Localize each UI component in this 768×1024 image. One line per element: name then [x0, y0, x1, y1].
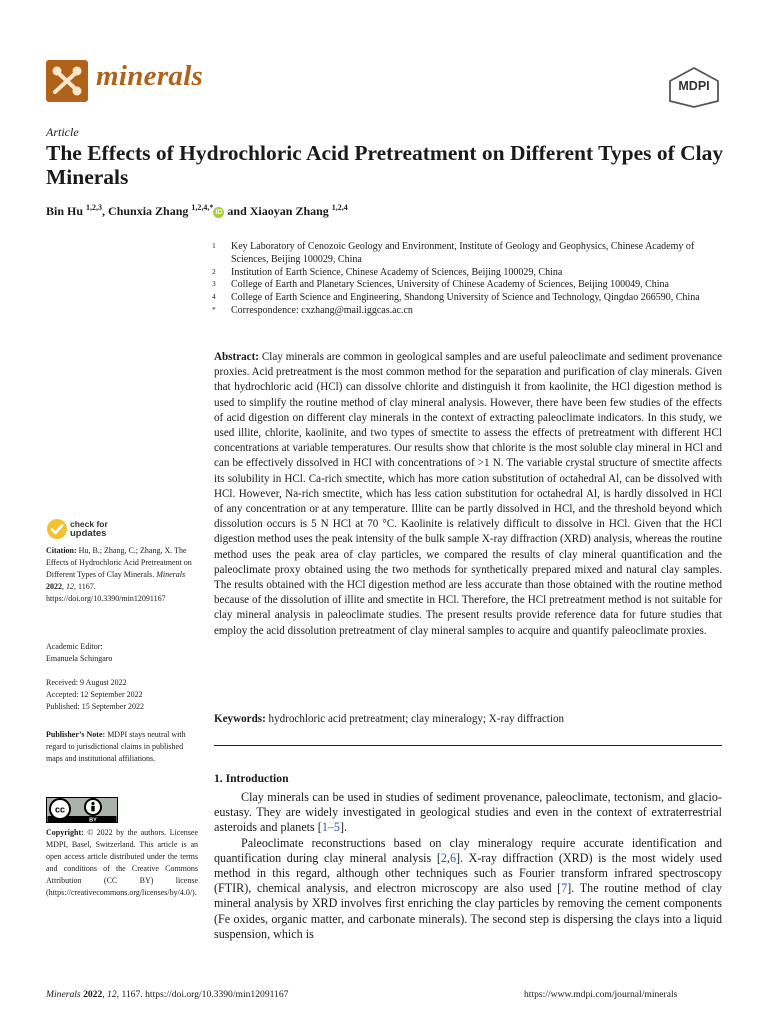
abstract — [214, 350, 722, 639]
author-affiliation-marks: 1,2,4 — [331, 203, 348, 212]
introduction-body — [214, 790, 722, 942]
footer-journal-url[interactable]: https://www.mdpi.com/journal/minerals — [524, 989, 678, 1000]
keywords-text: hydrochloric acid pretreatment; clay mineralogy; X-ray diffraction — [268, 713, 565, 725]
mdpi-logo-icon[interactable] — [666, 66, 722, 108]
footer-journal: Minerals — [46, 989, 81, 1000]
section-heading-introduction: 1. Introduction — [214, 772, 289, 785]
author-separator: , — [102, 204, 109, 218]
publisher-note — [46, 729, 198, 765]
affiliation-text: College of Earth and Planetary Sciences, University of Chinese Academy of Sciences, Beijing 100049, China — [231, 279, 669, 291]
correspondence — [212, 305, 732, 318]
citation-journal: Minerals — [156, 570, 186, 579]
section-divider — [214, 745, 722, 746]
correspondence-text[interactable]: Correspondence: cxzhang@mail.iggcas.ac.cn — [231, 304, 413, 316]
received-date: Received: 9 August 2022 — [46, 678, 127, 687]
publisher-note-label: Publisher’s Note: — [46, 730, 106, 739]
accepted-date: Accepted: 12 September 2022 — [46, 690, 143, 699]
affiliation-mark: 1 — [212, 241, 216, 250]
footer-doi[interactable]: , 1167. https://doi.org/10.3390/min12091167 — [116, 989, 289, 1000]
citation-link[interactable]: 2 — [440, 850, 447, 865]
published-date: Published: 15 September 2022 — [46, 702, 144, 711]
author-name[interactable]: Chunxia Zhang — [108, 204, 189, 218]
affiliation-item — [212, 267, 732, 280]
copyright-label: Copyright: — [46, 828, 84, 837]
affiliation-item — [212, 279, 732, 292]
article-type: Article — [46, 125, 79, 139]
citation-year: 2022 — [46, 582, 62, 591]
cc-by-label: BY — [89, 817, 97, 823]
academic-editor — [46, 641, 198, 665]
orcid-icon[interactable]: iD — [215, 209, 223, 216]
citation-text: Hu, B.; Zhang, C.; Zhang, X. The Effects of Hydrochloric Acid Pretreatment on Different Types of Clay Minerals. — [46, 546, 192, 579]
author-name[interactable]: Bin Hu — [46, 204, 84, 218]
keywords-label: Keywords: — [214, 713, 266, 725]
affiliations — [212, 241, 732, 318]
editor-name: Emanuela Schingaro — [46, 654, 113, 663]
footer-year: 2022 — [83, 989, 103, 1000]
citation-doi[interactable]: 1167. https://doi.org/10.3390/min12091167 — [46, 582, 166, 603]
author-list — [46, 203, 348, 219]
affiliation-item — [212, 241, 732, 267]
author-separator: and — [224, 204, 250, 218]
citation-link[interactable]: 1–5 — [321, 820, 340, 835]
author-affiliation-marks: 1,2,4,* — [191, 203, 214, 212]
publication-dates — [46, 677, 198, 713]
citation-link[interactable]: 6 — [449, 850, 456, 865]
affiliation-text: Key Laboratory of Cenozoic Geology and Environment, Institute of Geology and Geophysics, Chinese Academy of Sciences, Beijing 100029, China — [231, 241, 695, 265]
affiliation-text: College of Earth Science and Engineering, Shandong University of Science and Technology, Qingdao 266590, China — [231, 292, 700, 304]
editor-label: Academic Editor: — [46, 642, 103, 651]
keywords — [214, 712, 722, 727]
author-name[interactable]: Xiaoyan Zhang — [249, 204, 329, 218]
footer-volume: 12 — [107, 989, 117, 1000]
affiliation-mark: 2 — [212, 266, 216, 276]
author-affiliation-marks: 1,2,3 — [86, 203, 103, 212]
check-for-updates-label: check for updates — [70, 519, 108, 539]
affiliation-mark: 3 — [212, 279, 216, 289]
journal-logo-icon — [46, 60, 88, 102]
journal-name[interactable]: minerals — [96, 60, 204, 92]
publisher-note-text: MDPI stays neutral with regard to jurisdictional claims in published maps and institutional affiliations. — [46, 730, 186, 763]
citation-block: Citation: Hu, B.; Zhang, C.; Zhang, X. The Effects of Hydrochloric Acid Pretreatment on Different Types of Clay Minerals. Minerals 2022, 12, 1167. https://doi.org/10.3390/min12091167 — [46, 546, 192, 603]
affiliation-mark: * — [212, 304, 216, 314]
affiliation-mark: 4 — [212, 292, 216, 302]
intro-paragraph: Paleoclimate reconstructions based on clay mineralogy require accurate identification and quantification during clay mineral analysis [2,6]. X-ray diffraction (XRD) is the most widely used method in this regard, although other techniques such as Fourier transform infrared spectroscopy (FTIR), chemical analysis, and electron microscopy are also used [7]. The routine method of clay mineral analysis by XRD involves first enriching the clay particles by removing the cement components (Fe oxides, organic matter, and carbonate minerals). The second step is dispersing the clays into a liquid suspension, which is — [214, 835, 722, 941]
citation-link[interactable]: 7 — [561, 881, 568, 896]
check-for-updates-icon — [46, 518, 68, 540]
copyright-notice — [46, 827, 198, 899]
abstract-text: Clay minerals are common in geological samples and are useful paleoclimate and sediment provenance proxies. Acid pretreatment is the most common method for the separation and purification of clay minerals. Given that hydrochloric acid (HCl) can dissolve chlorite and distinguish it from kaolinite, the HCl digestion method is used to simplify the routine method of clay mineral analysis. However, there have been few studies of the effects of acid digestion on different clay minerals in the context of extracting paleoclimate indicators. In this study, we used illite, chlorite, kaolinite, and two types of smectite to assess the effects of pretreatment with different HCl concentrations at variable temperatures. Our results show that chlorite is the most soluble clay mineral in HCl and can be effectively dissolved in HCl with concentrations of >1 N. The variable crystal structure of smectite affects its solubility in HCl. Ca-rich smectite, which has more cation substitution of octahedral Al, can be dissolved with HCl. However, Na-rich smectite, which has less cation substitution for octahedral Al, is hardly dissolved in HCl of any concentration or at any temperature. Illite can be partly dissolved in HCl, and the threshold beyond which dissolution occurs is 5 N HCl at 70 °C. Kaolinite is relatively difficult to dissolve in HCl. Given that the HCl digestion method uses the peak intensity of the bulk sample X-ray diffraction (XRD) analysis, whereas the routine method uses the peak area of clay particles, we compared the results of clay mineral quantification and the paleoclimate proxy obtained using the two methods for synthetically prepared mixed and natural clay samples. The results obtained with the HCl digestion method are less accurate than those obtained with the routine method because of the dissolution of illite and smectite in HCl. Therefore, the HCl pretreatment method is not suitable for clay mineral analysis in paleoclimate studies. The present results provide reference data for future studies that employ the acid dissolution pretreatment of clay mineral samples to acquire and quantify paleoclimate proxies. — [214, 351, 722, 637]
citation-volume: 12 — [66, 582, 74, 591]
copyright-text: © 2022 by the authors. Licensee MDPI, Basel, Switzerland. This article is an open access article distributed under the terms and conditions of the Creative Commons Attribution (CC BY) license (https://creativecommons.org/licenses/by/4.0/). — [46, 828, 199, 897]
footer-citation: Minerals 2022, 12, 1167. https://doi.org/10.3390/min12091167 — [46, 989, 289, 1000]
intro-paragraph: Clay minerals can be used in studies of sediment provenance, paleoclimate, tectonism, and glacio-eustasy. They are widely investigated in geological studies and even in the context of extraterrestrial asteroids and planets [1–5]. — [214, 790, 722, 835]
citation-label: Citation: — [46, 546, 77, 555]
affiliation-item — [212, 292, 732, 305]
svg-text:cc: cc — [54, 804, 66, 815]
affiliation-text: Institution of Earth Science, Chinese Academy of Sciences, Beijing 100029, China — [231, 266, 563, 278]
paper-title: The Effects of Hydrochloric Acid Pretreatment on Different Types of Clay Minerals — [46, 141, 724, 189]
abstract-label: Abstract: — [214, 351, 259, 363]
cc-by-icon[interactable] — [46, 797, 118, 823]
publisher-name: MDPI — [678, 79, 710, 93]
check-for-updates-button[interactable] — [46, 518, 166, 542]
